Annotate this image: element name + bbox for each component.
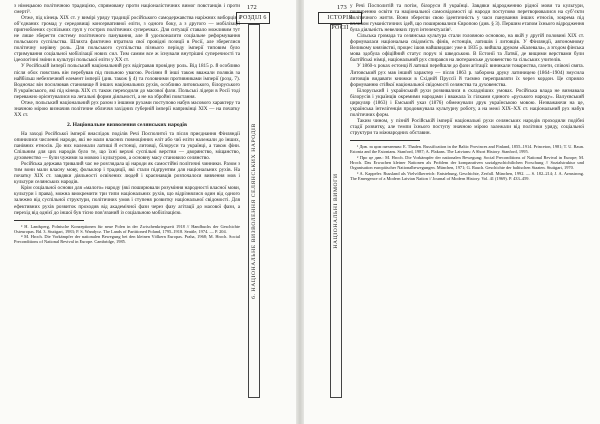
paragraph: Російська держава тривалий час не розглядала ці народи як самостійні політичні чинники. Разом з тим вони мали власну мову, фольклор і традиції, які стали підґрунтям для національних рухів. На початку XIX ст. завдяки діяльності освічених людей і краєзнавців розпочалося вивчення мов і культури селянських народів. — [14, 161, 240, 186]
left-body-text — [14, 3, 240, 393]
left-side-title: 6. НАЦІОНАЛЬНЕ ВИЗВОЛЕННЯ СЕЛЯНСЬКИХ НАРОДІВ — [251, 123, 257, 299]
paragraph: у Речі Посполитій та потім, білоруси й українці. Завдяки відродженню рідної мови та культури, поширенню освіти та національної самосвідомості ці народи поступово перетворювалися на суб’єкти політичного життя. Вони зберегли свою ідентичність у часи панування інших етносів, зокрема під впливом гуманістичних ідей, що поширювалися Європою (див. § 3). Першим етапом їхнього відродження була діяльність невеликих груп інтелектуалів¹. — [350, 3, 584, 34]
paragraph: Сільська громада та селянська культура стали головною основою, на якій у другій половині XIX ст. формувалася національна свідомість фінів, естонців, латишів і литовців. У Фінляндії, автономному Великому князівстві, процес ішов найшвидше: уже в 1835 р. вийшла друком «Калевала», а згодом фінська мова здобула офіційний статус поруч зі шведською. В Естонії та Латвії, де вищими верствами були балтійські німці, національний рух спирався на лютеранське духовенство та сільських учителів. — [350, 33, 584, 64]
book-gutter — [296, 0, 304, 424]
right-side-tab — [330, 24, 342, 398]
paragraph: Крім соціальної основи для «малого» народу (які поширювали розуміння народності власної мови, культури і права), можна виокремити три типи національних рухів, що відрізнялися один від одного залежно від суспільної структури, політичних умов і ступеня розвитку національної свідомості. Для ефективних рухів розвиток проходив від академічної фази через фазу агітації до масової фази, а перехід від однієї до іншої був тісно пов’язаний із соціальною мобілізацією. — [14, 185, 240, 216]
paragraph: На заході Російської імперії внаслідок поділів Речі Посполитої та після приєднання Фінляндії опинилися численні народи, які не мали власних повноцінних еліт або чиї еліти належали до інших, панівних етносів. До них належали латиші й естонці, литовці, білоруси та українці, а також фіни. Спільним для цих народів було те, що їхні верхні суспільні верстви — дворянство, міщанство, духовенство — були чужими за мовою і культурою, а основну масу становило селянство. — [14, 130, 240, 162]
left-page — [0, 0, 296, 424]
paragraph: з німецькою політичною традицією, спрямовану проти націоналістичних вимог повстанців і проти смерті³. — [14, 3, 240, 16]
paragraph: Білоруський і український рухи розвивалися в складніших умовах. Російська влада не визнавала білорусів і українців окремими народами і вважала їх гілками єдиного «руського народу». Валуєвський циркуляр (1863) і Емський указ (1876) обмежували друк українською мовою. Незважаючи на це, українська інтелігенція продовжувала культурну роботу, а на межі XIX–XX ст. національний рух набув політичних форм. — [350, 87, 584, 118]
footnote: ¹ Див. за цим питанням: E. Thaden. Russification in the Baltic Provinces and Finland, 1855–1914. Princeton, 1981; T. U. Raun. Estonia and the Estonians. Stanford, 1987; A. Plakans. The Latvians: A Short History. Stanford, 1995. — [350, 144, 584, 155]
left-side-tab — [248, 24, 260, 398]
footnote-divider — [350, 140, 420, 141]
paragraph: Отже, під кінець XIX ст. у вимірі уряду традиції російського самодержавства наріжних виборців і об’єднаних громад у середовищі консервативної еліти, з одного боку, а з другого — мобілізації пригноблених суспільних груп у гострих політичних суперечках. Для ситуації ставало можливим тут не лише зберегти систему політичного панування, але й удосконалити соціальне реформування польського суспільства. Шляхта фактично втратила свої провідні позиції в Росії, але збереглися політичну керівну роль. Для польського суспільства пізнього періоду імперії типовим було стримування соціальної мобілізації нових сил. Тим самим все ж існували внутрішні суперечності та ідеологічні зміни в культурі польської еліти у ХХ ст. — [14, 15, 240, 64]
paragraph: Таким чином, у пізній Російській імперії національні рухи селянських народів проходили подібні стадії розвитку, але темпи їхнього поступу значною мірою залежали від політики уряду, соціальної структури та міжнародних обставин. — [350, 117, 584, 136]
paragraph: У Російській імперії польський національний рух відігравав провідну роль. Від 1815 р. й особливо після обох повстань він перебував під пильною увагою. Росіяни й інші також вважали поляків за найбільш небезпечний елемент імперії (див. також § 4) та головними противниками імперії (розд. 7). Водночас він посилював становище й інших національних рухів, особливо литовського, білоруського й українського, які під кінець XIX ст. також переходили до масової фази. Польські лідери в Росії тоді переважно орієнтувалися на легальні форми діяльності, а не на збройні повстання. — [14, 63, 240, 100]
right-running-head: ІСТОРІЯ РОСІЇ — [318, 12, 362, 24]
paragraph: У 1860-х роках естонці й латиші перейшли до фази агітації: виникали товариства, газети, співочі свята. Литовський рух мав інший характер — після 1863 р. заборона друку латиницею (1864–1904) змусила литовців видавати книжки в Східній Пруссії й таємно переправляти їх через кордон. Це сприяло формуванню стійкої національної свідомості селянства та духовенства. — [350, 63, 584, 88]
right-side-title: НАЦІОНАЛЬНІ ВИМОГИ — [333, 173, 339, 249]
right-page-number: 173 — [337, 4, 347, 11]
right-body-text — [350, 3, 584, 405]
left-page-number: 172 — [247, 4, 257, 11]
footnote: ⁴ M. Hroch. Die Vorkämpfer der nationalen Bewegung bei den kleinen Völkern Europas. Praha, 1968; M. Hroch. Social Preconditions of National Revival in Europe. Cambridge, 1985. — [14, 234, 240, 245]
paragraph: Отже, польський національний рух разом з іншими рухами поступово набув масового характеру та значною мірою визначив політичне обличчя західних губерній імперії наприкінці XIX — на початку XX ст. — [14, 99, 240, 118]
right-page — [304, 0, 600, 424]
section-title: 2. Національне визволення селянських народів — [67, 121, 187, 128]
footnote: ² Про це див.: M. Hroch. Die Vorkämpfer der nationalen Bewegung; Social Preconditions of National Revival in Europe; M. Hroch. Das Erwachen kleiner Nationen als Problem der komparativen sozialgeschichtlichen Forschung // Sozialstruktur und Organisation europäischer Nationalbewegungen. München, 1971; G. Rauch. Geschichte der baltischen Staaten. Stuttgart, 1970. — [350, 154, 584, 171]
footnote: ³ Н. Landsperg, Polnische Konzeptionen für neue Polen in der Zwischenkriegszeit 1918 // Handbuchs der Geschichte Osteuropas. Bd. 3. Stuttgart, 1983; P. S. Wandycz. The Lands of Partitioned Poland, 1795–1918. Seattle, 1974. — P. 204. — [14, 223, 240, 234]
footnote-divider — [14, 220, 84, 221]
left-running-head: РОЗДІЛ 6 — [236, 12, 270, 24]
footnote: ³ A. Kappeler. Russland als Vielvölkerreich: Entstehung, Geschichte, Zerfall. München, 1992. — S. 182–214; J. A. Armstrong. The Emergence of a Modern Latvian Nation // Journal of Modern History. Vol. 41 (1969). P. 433–459. — [350, 170, 584, 181]
